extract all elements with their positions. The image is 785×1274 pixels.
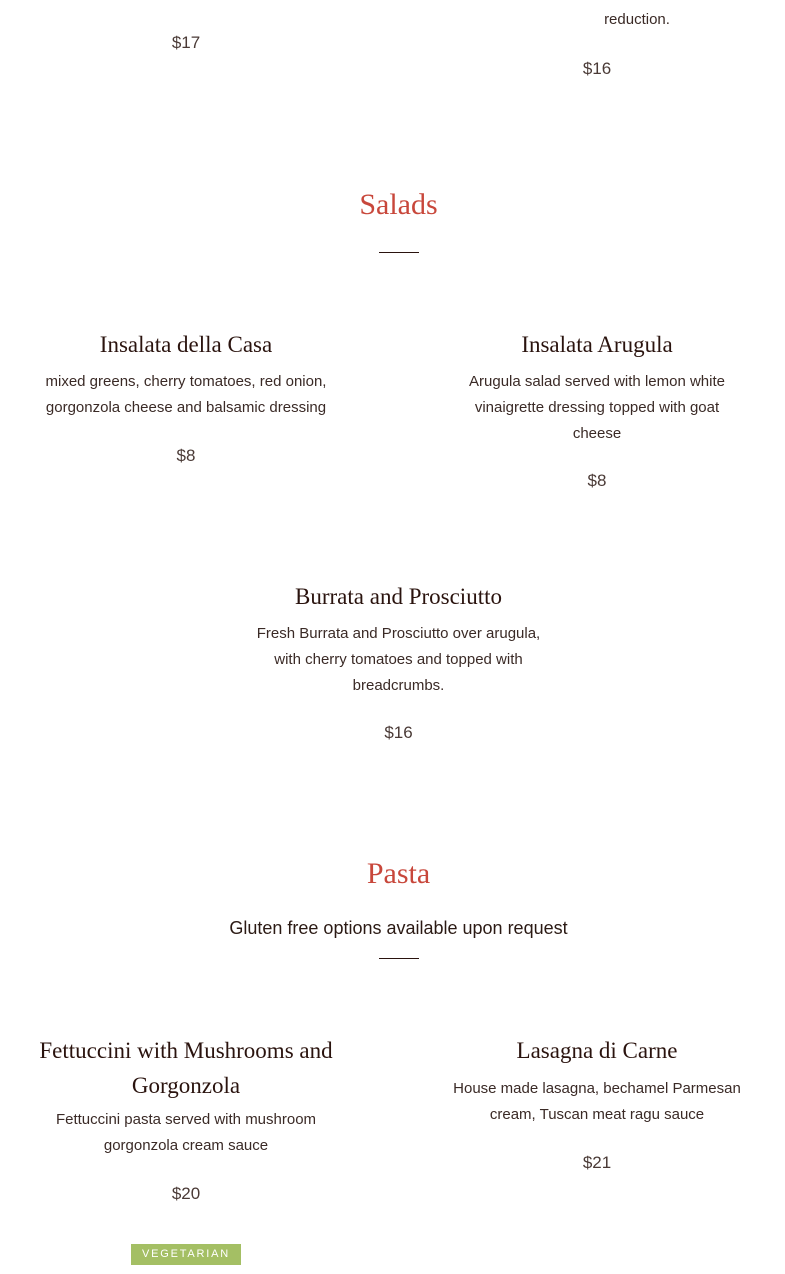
menu-item-insalata-arugula — [411, 327, 783, 491]
item-price: $20 — [171, 1183, 201, 1203]
pasta-divider — [379, 958, 419, 959]
vegetarian-badge: VEGETARIAN — [131, 1244, 241, 1265]
item-price: $21 — [582, 1152, 612, 1172]
section-title-salads: Salads — [359, 188, 438, 221]
item-name: Lasagna di Carne — [516, 1038, 678, 1063]
item-name: Fettuccini with Mushrooms and Gorgonzola — [39, 1038, 333, 1098]
item-price: $8 — [587, 471, 607, 491]
item-description: Arugula salad served with lemon white vinaigrette dressing topped with goat cheese — [469, 373, 725, 442]
item-name: Insalata della Casa — [99, 332, 273, 357]
partial-item-price-left: $17 — [171, 33, 201, 52]
pasta-note: Gluten free options available upon request — [229, 918, 568, 938]
item-name: Insalata Arugula — [521, 332, 673, 357]
item-price: $16 — [384, 723, 413, 743]
item-description: mixed greens, cherry tomatoes, red onion, gorgonzola cheese and balsamic dressing — [45, 373, 327, 416]
section-title-pasta: Pasta — [366, 857, 431, 890]
menu-item-insalata-casa — [0, 327, 372, 466]
item-description: Fresh Burrata and Prosciutto over arugula, with cherry tomatoes and topped with breadcrumbs. — [256, 625, 541, 694]
item-name: Burrata and Prosciutto — [295, 584, 502, 609]
partial-item-price-right: $16 — [582, 59, 612, 78]
item-description: House made lasagna, bechamel Parmesan cream, Tuscan meat ragu sauce — [453, 1080, 741, 1123]
menu-item-burrata-prosciutto — [206, 579, 591, 743]
item-description: Fettuccini pasta served with mushroom gorgonzola cream sauce — [55, 1111, 317, 1154]
salads-divider — [379, 252, 419, 253]
menu-item-lasagna — [411, 1033, 783, 1173]
partial-item-description: reduction. — [604, 11, 670, 28]
menu-item-fettuccini — [0, 1033, 372, 1204]
item-price: $8 — [176, 445, 196, 465]
